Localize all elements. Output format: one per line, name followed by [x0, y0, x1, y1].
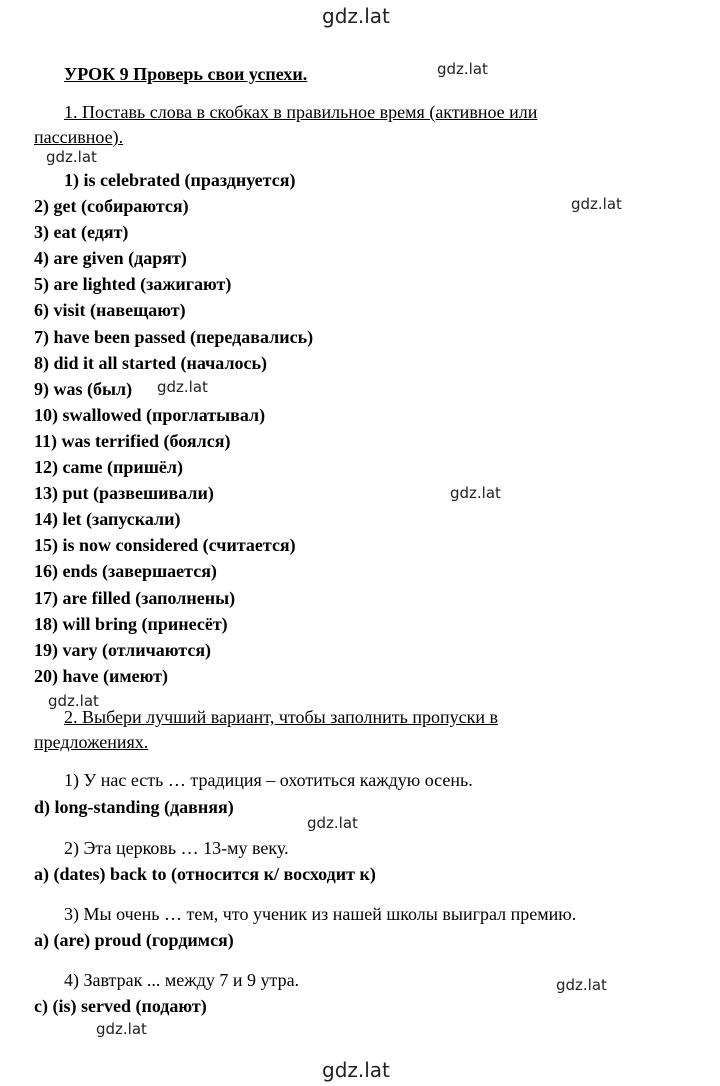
- watermark: gdz.lat: [437, 60, 488, 78]
- answer-item: 4) are given (дарят): [34, 248, 187, 269]
- watermark: gdz.lat: [556, 976, 607, 994]
- answer-item: 18) will bring (принесёт): [34, 613, 228, 634]
- answer-item: 2) get (собираются): [34, 196, 189, 217]
- answer-item: 20) have (имеют): [34, 665, 168, 686]
- answer-item: 7) have been passed (передавались): [34, 326, 314, 347]
- watermark-top: gdz.lat: [322, 4, 390, 28]
- answer-item: 11) was terrified (боялся): [34, 430, 231, 451]
- answer-item: 14) let (запускали): [34, 509, 181, 530]
- task2-question: 2) Эта церковь … 13-му веку.: [64, 838, 289, 858]
- watermark: gdz.lat: [157, 378, 208, 396]
- watermark: gdz.lat: [96, 1020, 147, 1038]
- watermark: gdz.lat: [450, 484, 501, 502]
- task2-heading-line2: предложениях.: [34, 732, 149, 752]
- watermark: gdz.lat: [307, 814, 358, 832]
- answer-item: 1) is celebrated (празднуется): [64, 170, 296, 190]
- task2-question: 3) Мы очень … тем, что ученик из нашей школы выиграл премию.: [64, 904, 577, 924]
- task2-question: 1) У нас есть … традиция – охотиться каждую осень.: [64, 770, 473, 790]
- task2-answer: a) (are) proud (гордимся): [34, 930, 234, 950]
- task1-heading-line2: пассивное).: [34, 127, 124, 147]
- task1-answer-list: [34, 167, 313, 689]
- task2-heading-line1: 2. Выбери лучший вариант, чтобы заполнить пропуски в: [64, 707, 498, 727]
- task2-answer: d) long-standing (давняя): [34, 797, 234, 817]
- answer-item: 3) eat (едят): [34, 222, 129, 243]
- answer-item: 16) ends (завершается): [34, 561, 217, 582]
- answer-item: 8) did it all started (началось): [34, 352, 268, 373]
- answer-item: 9) was (был): [34, 378, 133, 399]
- answer-item: 13) put (развешивали): [34, 483, 214, 504]
- page-title: УРОК 9 Проверь свои успехи.: [64, 64, 308, 84]
- watermark: gdz.lat: [46, 148, 97, 166]
- answer-item: 6) visit (навещают): [34, 300, 186, 321]
- watermark-bottom: gdz.lat: [322, 1058, 390, 1082]
- answer-item: 10) swallowed (проглатывал): [34, 404, 266, 425]
- answer-item: 17) are filled (заполнены): [34, 587, 236, 608]
- answer-item: 15) is now considered (считается): [34, 535, 296, 556]
- answer-item: 5) are lighted (зажигают): [34, 274, 232, 295]
- task2-answer: c) (is) served (подают): [34, 996, 207, 1016]
- task1-heading-line1: 1. Поставь слова в скобках в правильное время (активное или: [64, 102, 538, 122]
- task1-heading: [34, 100, 594, 150]
- answer-item: 19) vary (отличаются): [34, 639, 212, 660]
- task2-answer: a) (dates) back to (относится к/ восходит к): [34, 864, 376, 884]
- answer-item: 12) came (пришёл): [34, 457, 183, 478]
- watermark: gdz.lat: [571, 195, 622, 213]
- watermark: gdz.lat: [48, 692, 99, 710]
- task2-heading: [34, 705, 594, 755]
- task2-question: 4) Завтрак ... между 7 и 9 утра.: [64, 970, 300, 990]
